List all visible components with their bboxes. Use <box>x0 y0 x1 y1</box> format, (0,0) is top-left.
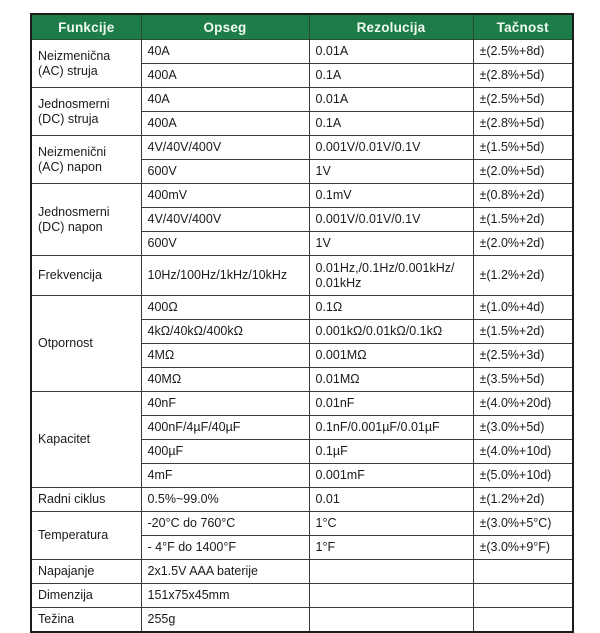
range-cell: 400A <box>141 64 309 88</box>
accuracy-cell: ±(2.0%+2d) <box>473 232 573 256</box>
range-cell: 400µF <box>141 440 309 464</box>
accuracy-cell: ±(2.8%+5d) <box>473 64 573 88</box>
table-row <box>31 136 573 160</box>
accuracy-cell: ±(3.0%+9°F) <box>473 536 573 560</box>
multimeter-spec-table <box>30 13 574 633</box>
empty-accuracy-cell <box>473 560 573 584</box>
range-cell: 400mV <box>141 184 309 208</box>
resolution-cell: 0.001kΩ/0.01kΩ/0.1kΩ <box>309 320 473 344</box>
empty-accuracy-cell <box>473 584 573 608</box>
table-row <box>31 392 573 416</box>
range-cell: 4V/40V/400V <box>141 208 309 232</box>
accuracy-cell: ±(3.5%+5d) <box>473 368 573 392</box>
function-cell-kapacitet: Kapacitet <box>31 392 141 488</box>
accuracy-cell: ±(0.8%+2d) <box>473 184 573 208</box>
function-cell-temperatura: Temperatura <box>31 512 141 560</box>
resolution-cell: 0.001V/0.01V/0.1V <box>309 208 473 232</box>
range-cell: 600V <box>141 160 309 184</box>
function-cell-ac-napon: Neizmenični (AC) napon <box>31 136 141 184</box>
resolution-cell: 0.1mV <box>309 184 473 208</box>
resolution-cell <box>309 256 473 296</box>
function-cell-napajanje: Napajanje <box>31 560 141 584</box>
function-cell-ac-struja: Neizmenična (AC) struja <box>31 40 141 88</box>
range-cell: 40MΩ <box>141 368 309 392</box>
resolution-cell: 0.01nF <box>309 392 473 416</box>
accuracy-cell: ±(1.5%+2d) <box>473 208 573 232</box>
range-cell: 4V/40V/400V <box>141 136 309 160</box>
resolution-line-1: 0.01Hz,/0.1Hz/0.001kHz/ <box>315 260 455 275</box>
function-cell-frekvencija: Frekvencija <box>31 256 141 296</box>
range-cell: -20°C do 760°C <box>141 512 309 536</box>
range-cell: 10Hz/100Hz/1kHz/10kHz <box>141 256 309 296</box>
function-cell-dc-napon: Jednosmerni (DC) napon <box>31 184 141 256</box>
table-row <box>31 512 573 536</box>
resolution-cell: 0.001mF <box>309 464 473 488</box>
table-row <box>31 608 573 633</box>
table-row <box>31 296 573 320</box>
accuracy-cell: ±(1.5%+2d) <box>473 320 573 344</box>
resolution-cell: 1V <box>309 232 473 256</box>
accuracy-cell: ±(1.2%+2d) <box>473 488 573 512</box>
table-row <box>31 560 573 584</box>
range-cell: 151x75x45mm <box>141 584 309 608</box>
function-cell-radni-ciklus: Radni ciklus <box>31 488 141 512</box>
table-row <box>31 88 573 112</box>
accuracy-cell: ±(2.0%+5d) <box>473 160 573 184</box>
column-header-opseg: Opseg <box>141 14 309 40</box>
empty-resolution-cell <box>309 608 473 633</box>
range-cell: 400A <box>141 112 309 136</box>
column-header-rezolucija: Rezolucija <box>309 14 473 40</box>
table-row <box>31 256 573 296</box>
range-cell: 40A <box>141 40 309 64</box>
function-cell-tezina: Težina <box>31 608 141 633</box>
accuracy-cell: ±(3.0%+5°C) <box>473 512 573 536</box>
range-cell: 0.5%~99.0% <box>141 488 309 512</box>
range-cell: 4kΩ/40kΩ/400kΩ <box>141 320 309 344</box>
resolution-cell: 0.1A <box>309 112 473 136</box>
resolution-cell: 1°C <box>309 512 473 536</box>
accuracy-cell: ±(5.0%+10d) <box>473 464 573 488</box>
resolution-line-2: 0.01kHz <box>315 275 362 290</box>
accuracy-cell: ±(1.2%+2d) <box>473 256 573 296</box>
resolution-cell: 0.01A <box>309 40 473 64</box>
accuracy-cell: ±(4.0%+10d) <box>473 440 573 464</box>
resolution-cell: 0.001V/0.01V/0.1V <box>309 136 473 160</box>
accuracy-cell: ±(2.8%+5d) <box>473 112 573 136</box>
range-cell: 40nF <box>141 392 309 416</box>
accuracy-cell: ±(2.5%+8d) <box>473 40 573 64</box>
resolution-cell: 0.1µF <box>309 440 473 464</box>
table-row <box>31 184 573 208</box>
range-cell: 600V <box>141 232 309 256</box>
resolution-cell: 1°F <box>309 536 473 560</box>
resolution-cell: 0.001MΩ <box>309 344 473 368</box>
resolution-cell: 0.1Ω <box>309 296 473 320</box>
column-header-tacnost: Tačnost <box>473 14 573 40</box>
empty-resolution-cell <box>309 584 473 608</box>
resolution-cell: 0.1A <box>309 64 473 88</box>
column-header-funkcije: Funkcije <box>31 14 141 40</box>
resolution-cell: 0.01 <box>309 488 473 512</box>
function-cell-dc-struja: Jednosmerni (DC) struja <box>31 88 141 136</box>
range-cell: 4mF <box>141 464 309 488</box>
accuracy-cell: ±(3.0%+5d) <box>473 416 573 440</box>
table-row <box>31 584 573 608</box>
empty-resolution-cell <box>309 560 473 584</box>
resolution-cell: 0.01A <box>309 88 473 112</box>
resolution-cell: 1V <box>309 160 473 184</box>
range-cell: 4MΩ <box>141 344 309 368</box>
table-header-row <box>31 14 573 40</box>
empty-accuracy-cell <box>473 608 573 633</box>
accuracy-cell: ±(1.0%+4d) <box>473 296 573 320</box>
accuracy-cell: ±(1.5%+5d) <box>473 136 573 160</box>
range-cell: 2x1.5V AAA baterije <box>141 560 309 584</box>
range-cell: 400nF/4µF/40µF <box>141 416 309 440</box>
function-cell-otpornost: Otpornost <box>31 296 141 392</box>
function-cell-dimenzija: Dimenzija <box>31 584 141 608</box>
resolution-cell: 0.01MΩ <box>309 368 473 392</box>
table-row <box>31 40 573 64</box>
range-cell: - 4°F do 1400°F <box>141 536 309 560</box>
accuracy-cell: ±(4.0%+20d) <box>473 392 573 416</box>
range-cell: 400Ω <box>141 296 309 320</box>
table-row <box>31 488 573 512</box>
accuracy-cell: ±(2.5%+5d) <box>473 88 573 112</box>
range-cell: 40A <box>141 88 309 112</box>
resolution-cell: 0.1nF/0.001µF/0.01µF <box>309 416 473 440</box>
accuracy-cell: ±(2.5%+3d) <box>473 344 573 368</box>
range-cell: 255g <box>141 608 309 633</box>
